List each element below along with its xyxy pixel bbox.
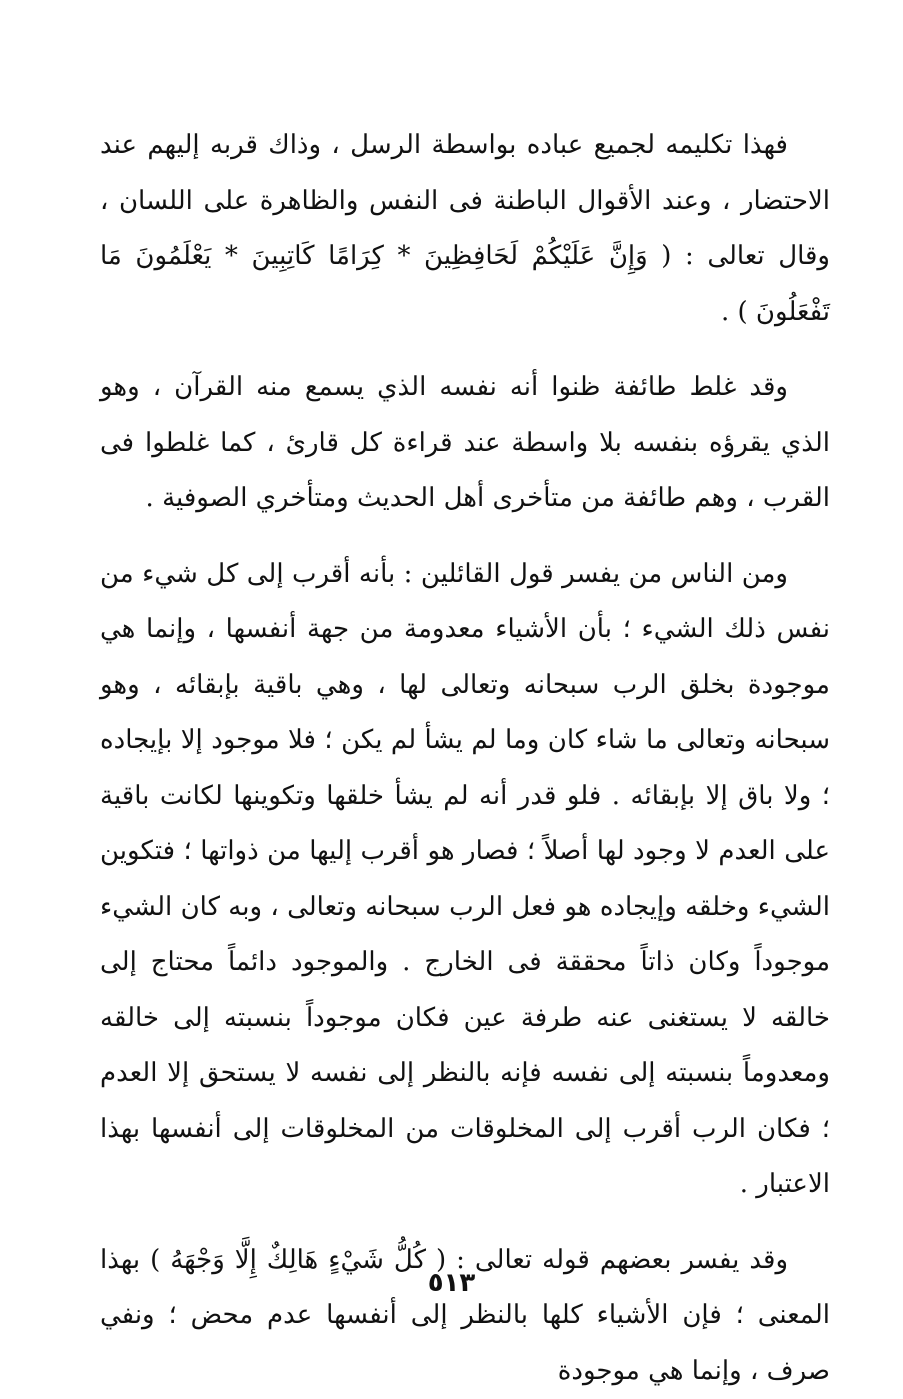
page-number: ٥١٣ xyxy=(0,1268,903,1298)
paragraph-4: وقد يفسر بعضهم قوله تعالى : ( كُلُّ شَيْءٍ هَالِكٌ إِلَّا وَجْهَهُ ) بهذا المعنى ؛ فإن الأشياء كلها بالنظر إلى أنفسها عدم محض ؛ ونفي صرف ، وإنما هي موجودة xyxy=(100,1233,830,1399)
paragraph-3: ومن الناس من يفسر قول القائلين : بأنه أقرب إلى كل شيء من نفس ذلك الشيء ؛ بأن الأشياء معدومة من جهة أنفسها ، وإنما هي موجودة بخلق الرب سبحانه وتعالى لها ، وهي باقية بإبقائه ، وهو سبحانه وتعالى ما شاء كان وما لم يشأ لم يكن ؛ فلا موجود إلا بإيجاده ؛ ولا باق إلا بإبقائه . فلو قدر أنه لم يشأ خلقها وتكوينها لكانت باقية على العدم لا وجود لها أصلاً ؛ فصار هو أقرب إليها من ذواتها ؛ فتكوين الشيء وخلقه وإيجاده هو فعل الرب سبحانه وتعالى ، وبه كان الشيء موجوداً وكان ذاتاً محققة فى الخارج . والموجود دائماً محتاج إلى خالقه لا يستغنى عنه طرفة عين فكان موجوداً بنسبته إلى خالقه ومعدوماً بنسبته إلى نفسه فإنه بالنظر إلى نفسه لا يستحق إلا العدم ؛ فكان الرب أقرب إلى المخلوقات من المخلوقات إلى أنفسها بهذا الاعتبار . xyxy=(100,547,830,1213)
paragraph-1: فهذا تكليمه لجميع عباده بواسطة الرسل ، وذاك قربه إليهم عند الاحتضار ، وعند الأقوال الباطنة فى النفس والظاهرة على اللسان ، وقال تعالى : ( وَإِنَّ عَلَيْكُمْ لَحَافِظِينَ * كِرَامًا كَاتِبِينَ * يَعْلَمُونَ مَا تَفْعَلُونَ ) . xyxy=(100,118,830,340)
body-text xyxy=(100,118,830,1399)
paragraph-2: وقد غلط طائفة ظنوا أنه نفسه الذي يسمع منه القرآن ، وهو الذي يقرؤه بنفسه بلا واسطة عند قراءة كل قارئ ، كما غلطوا فى القرب ، وهم طائفة من متأخرى أهل الحديث ومتأخري الصوفية . xyxy=(100,360,830,527)
